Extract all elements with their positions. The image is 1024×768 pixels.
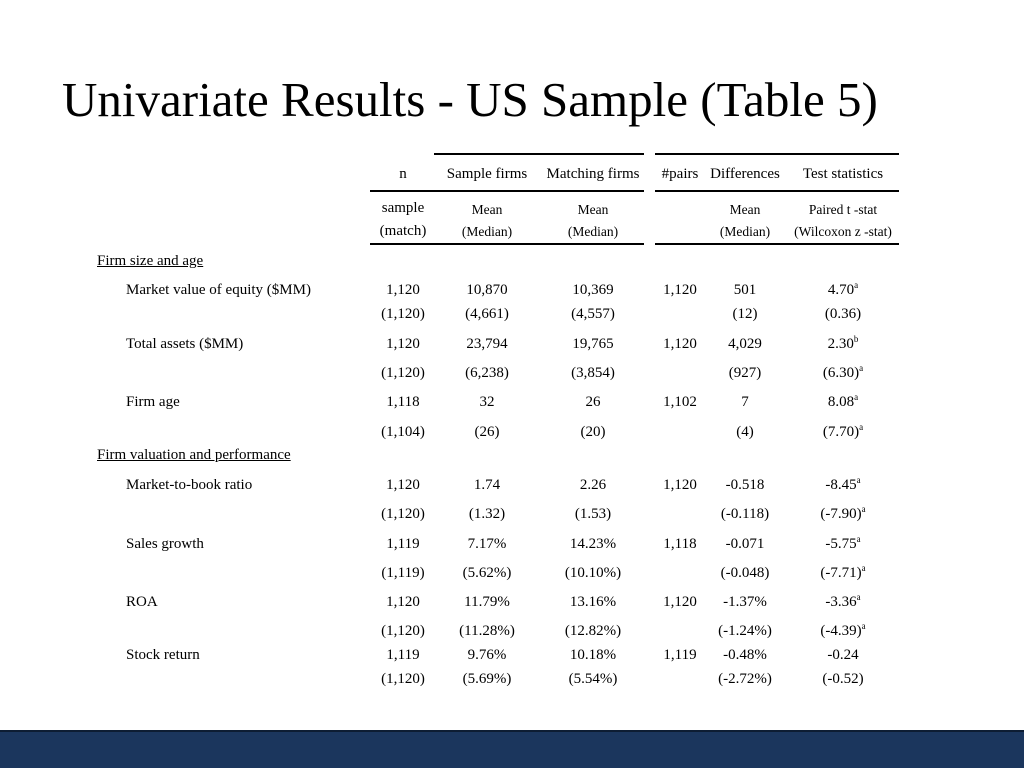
cell-n-top: 1,120 bbox=[386, 594, 420, 610]
cell-n-top: 1,119 bbox=[386, 536, 420, 552]
significance-marker: a bbox=[856, 534, 861, 544]
cell-matching-firms-top: 14.23% bbox=[569, 536, 617, 552]
cell-n-top: 1,119 bbox=[386, 647, 420, 663]
cell-matching-firms-bottom: (20) bbox=[580, 424, 606, 440]
cell-test-stat-bottom: $(-4.39)^a$ bbox=[820, 621, 866, 639]
cell-sample-firms-bottom: (4,661) bbox=[465, 306, 509, 322]
significance-marker: a bbox=[859, 363, 864, 373]
cell-differences-top: -0.48% bbox=[723, 647, 767, 663]
section-firm-valuation: Firm valuation and performance bbox=[97, 447, 291, 463]
cell-n-top: 1,120 bbox=[386, 282, 420, 298]
cell-matching-firms-bottom: (4,557) bbox=[571, 306, 615, 322]
row-label: Firm age bbox=[126, 394, 180, 410]
cell-test-stat-bottom: $(6.30)^a$ bbox=[822, 363, 864, 381]
col-subheader-sample: sample bbox=[381, 200, 425, 216]
significance-marker: a bbox=[854, 392, 859, 402]
row-label: ROA bbox=[126, 594, 158, 610]
slide-title: Univariate Results - US Sample (Table 5) bbox=[62, 72, 878, 127]
col-subheader-match: (match) bbox=[379, 223, 427, 239]
significance-marker: b bbox=[853, 334, 859, 344]
cell-differences-top: 501 bbox=[733, 282, 757, 298]
cell-n-bottom: (1,120) bbox=[381, 306, 425, 322]
cell-pairs-top: 1,102 bbox=[663, 394, 697, 410]
row-label: Stock return bbox=[126, 647, 200, 663]
footer-bar bbox=[0, 730, 1024, 768]
cell-matching-firms-bottom: (5.54%) bbox=[568, 671, 618, 687]
significance-marker: a bbox=[856, 475, 861, 485]
col-subheader-median-diff: (Median) bbox=[719, 224, 771, 239]
significance-marker: a bbox=[861, 563, 866, 573]
cell-n-bottom: (1,120) bbox=[381, 506, 425, 522]
col-header-test-statistics: Test statistics bbox=[802, 166, 884, 182]
cell-differences-top: -1.37% bbox=[723, 594, 767, 610]
row-label: Total assets ($MM) bbox=[126, 336, 244, 352]
significance-marker: a bbox=[859, 422, 864, 432]
cell-matching-firms-top: 10.18% bbox=[569, 647, 617, 663]
cell-test-stat-top: 8.08$^a$ bbox=[827, 392, 859, 410]
cell-pairs-top: 1,120 bbox=[663, 282, 697, 298]
significance-marker: a bbox=[854, 280, 859, 290]
cell-sample-firms-bottom: (5.62%) bbox=[462, 565, 512, 581]
col-subheader-median-matching: (Median) bbox=[567, 224, 619, 239]
cell-sample-firms-bottom: (26) bbox=[474, 424, 500, 440]
cell-differences-bottom: (-2.72%) bbox=[718, 671, 772, 687]
cell-differences-bottom: (12) bbox=[732, 306, 758, 322]
significance-marker: a bbox=[861, 504, 866, 514]
cell-matching-firms-bottom: (10.10%) bbox=[564, 565, 622, 581]
cell-differences-top: 7 bbox=[741, 394, 749, 410]
cell-test-stat-top: -3.36$^a$ bbox=[825, 592, 861, 610]
col-header-differences: Differences bbox=[710, 166, 780, 182]
cell-n-bottom: (1,119) bbox=[381, 565, 425, 581]
cell-n-top: 1,120 bbox=[386, 477, 420, 493]
col-subheader-mean-sample: Mean bbox=[471, 202, 503, 217]
cell-differences-bottom: (-0.048) bbox=[720, 565, 770, 581]
cell-matching-firms-bottom: (12.82%) bbox=[564, 623, 622, 639]
significance-marker: a bbox=[856, 592, 861, 602]
rule-subheader-n bbox=[370, 243, 644, 245]
section-firm-size-age: Firm size and age bbox=[97, 253, 204, 269]
row-label: Market-to-book ratio bbox=[126, 477, 253, 493]
cell-sample-firms-top: 11.79% bbox=[464, 594, 510, 610]
col-subheader-mean-matching: Mean bbox=[577, 202, 609, 217]
cell-sample-firms-top: 32 bbox=[479, 394, 495, 410]
cell-test-stat-top: 2.30$^b$ bbox=[827, 334, 859, 352]
cell-n-top: 1,120 bbox=[386, 336, 420, 352]
cell-sample-firms-top: 9.76% bbox=[467, 647, 507, 663]
cell-pairs-top: 1,119 bbox=[663, 647, 697, 663]
col-header-sample-firms: Sample firms bbox=[446, 166, 528, 182]
rule-top-sample-matching bbox=[434, 153, 644, 155]
rule-header-n bbox=[370, 190, 644, 192]
col-subheader-mean-diff: Mean bbox=[729, 202, 761, 217]
cell-test-stat-bottom: $(-7.90)^a$ bbox=[820, 504, 866, 522]
cell-matching-firms-top: 10,369 bbox=[572, 282, 614, 298]
cell-sample-firms-top: 10,870 bbox=[466, 282, 508, 298]
cell-differences-top: -0.518 bbox=[725, 477, 765, 493]
cell-sample-firms-top: 23,794 bbox=[466, 336, 508, 352]
col-header-matching-firms: Matching firms bbox=[546, 166, 640, 182]
col-header-n: n bbox=[399, 166, 407, 182]
significance-marker: a bbox=[861, 621, 866, 631]
col-subheader-median-sample: (Median) bbox=[461, 224, 513, 239]
cell-matching-firms-top: 26 bbox=[585, 394, 601, 410]
cell-test-stat-top: -5.75$^a$ bbox=[825, 534, 861, 552]
cell-test-stat-bottom: $(7.70)^a$ bbox=[822, 422, 864, 440]
cell-pairs-top: 1,118 bbox=[663, 536, 697, 552]
cell-test-stat-top: -0.24 bbox=[827, 647, 859, 663]
cell-matching-firms-top: 2.26 bbox=[579, 477, 607, 493]
cell-n-bottom: (1,120) bbox=[381, 623, 425, 639]
cell-sample-firms-bottom: (1.32) bbox=[468, 506, 506, 522]
col-subheader-wilcoxon-z: (Wilcoxon z -stat) bbox=[794, 224, 892, 239]
cell-matching-firms-bottom: (1.53) bbox=[574, 506, 612, 522]
cell-n-top: 1,118 bbox=[386, 394, 420, 410]
cell-differences-bottom: (4) bbox=[736, 424, 754, 440]
cell-differences-bottom: (-0.118) bbox=[720, 506, 770, 522]
cell-test-stat-bottom: $(-7.71)^a$ bbox=[820, 563, 866, 581]
cell-n-bottom: (1,120) bbox=[381, 671, 425, 687]
col-subheader-paired-t: Paired t -stat bbox=[808, 202, 878, 217]
cell-sample-firms-bottom: (11.28%) bbox=[459, 623, 515, 639]
cell-pairs-top: 1,120 bbox=[663, 477, 697, 493]
rule-header-pairs bbox=[655, 190, 899, 192]
cell-n-bottom: (1,104) bbox=[381, 424, 425, 440]
cell-matching-firms-bottom: (3,854) bbox=[571, 365, 615, 381]
cell-differences-top: -0.071 bbox=[725, 536, 765, 552]
cell-matching-firms-top: 19,765 bbox=[572, 336, 614, 352]
cell-sample-firms-top: 1.74 bbox=[473, 477, 501, 493]
rule-top-differences bbox=[655, 153, 899, 155]
cell-test-stat-top: -8.45$^a$ bbox=[825, 475, 861, 493]
cell-differences-top: 4,029 bbox=[728, 336, 762, 352]
cell-sample-firms-top: 7.17% bbox=[467, 536, 507, 552]
cell-sample-firms-bottom: (5.69%) bbox=[462, 671, 512, 687]
rule-subheader-pairs bbox=[655, 243, 899, 245]
cell-sample-firms-bottom: (6,238) bbox=[465, 365, 509, 381]
row-label: Sales growth bbox=[126, 536, 204, 552]
col-header-pairs: #pairs bbox=[661, 166, 699, 182]
cell-test-stat-bottom: (-0.52) bbox=[822, 671, 864, 687]
cell-test-stat-top: 4.70$^a$ bbox=[827, 280, 859, 298]
cell-test-stat-bottom: (0.36) bbox=[824, 306, 862, 322]
cell-matching-firms-top: 13.16% bbox=[569, 594, 617, 610]
cell-n-bottom: (1,120) bbox=[381, 365, 425, 381]
cell-differences-bottom: (927) bbox=[728, 365, 762, 381]
cell-pairs-top: 1,120 bbox=[663, 594, 697, 610]
row-label: Market value of equity ($MM) bbox=[126, 282, 311, 298]
cell-pairs-top: 1,120 bbox=[663, 336, 697, 352]
cell-differences-bottom: (-1.24%) bbox=[718, 623, 772, 639]
